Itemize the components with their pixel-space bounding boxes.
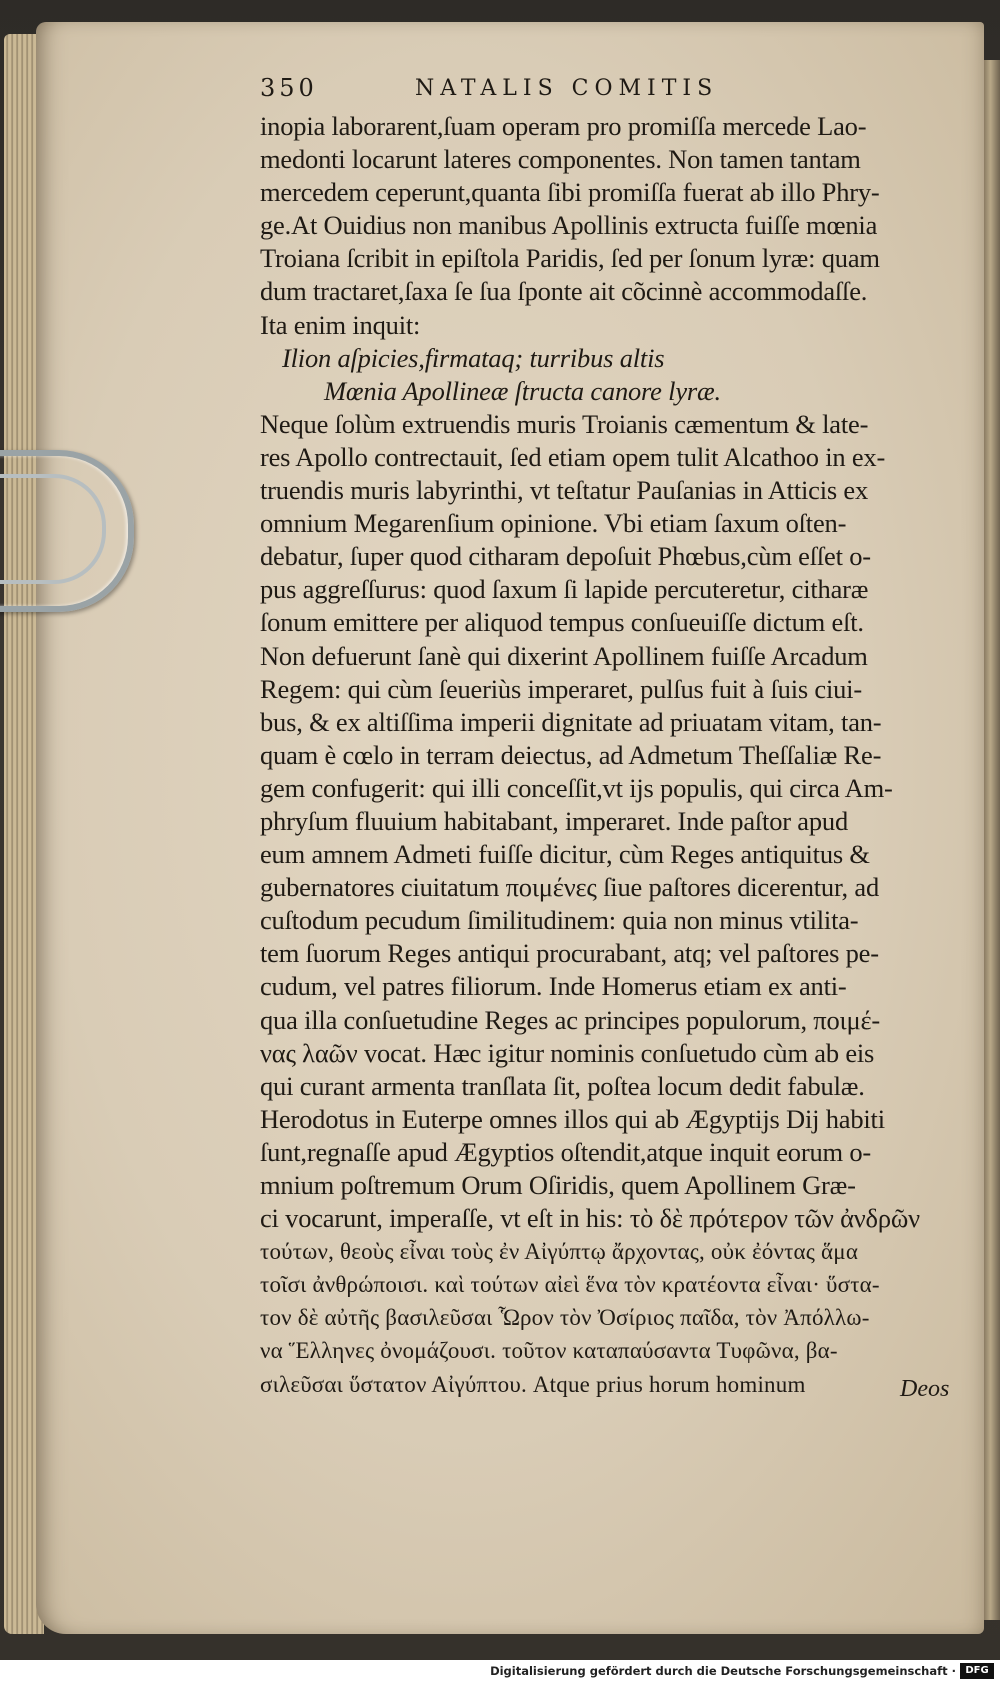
text-line: Troiana ſcribit in epiſtola Paridis, ſed per ſonum lyræ: quam xyxy=(260,243,880,274)
text-line: Ita enim inquit: xyxy=(260,309,421,340)
text-line: cudum, vel patres filiorum. Inde Homerus etiam ex anti- xyxy=(260,971,847,1002)
text-line: quam è cœlo in terram deiectus, ad Admetum Theſſaliæ Re- xyxy=(260,739,882,770)
text-line: Ilion aſpicies,firmataq; turribus altis xyxy=(282,342,665,373)
text-line: gubernatores ciuitatum ποιμένες ſiue paſtores dicerentur, ad xyxy=(260,872,880,903)
book-right-edge xyxy=(984,60,1000,1620)
text-line: Non defuerunt ſanè qui dixerint Apollinem fuiſſe Arcadum xyxy=(260,640,868,671)
page-number: 350 xyxy=(260,74,318,102)
running-head xyxy=(260,74,940,110)
text-line: Neque ſolùm extruendis muris Troianis cæmentum & late- xyxy=(260,408,869,439)
text-line: mercedem ceperunt,quanta ſibi promiſſa fuerat ab illo Phry- xyxy=(260,177,880,208)
text-line: τον δὲ αὐτῆς βασιλεῦσαι Ὧρον τὸν Ὀσίριος παῖδα, τὸν Ἀπόλλω- xyxy=(260,1305,870,1331)
text-line: bus, & ex altiſſima imperii dignitate ad priuatam vitam, tan- xyxy=(260,706,882,737)
text-line: ci vocarunt, imperaſſe, vt eſt in his: τὸ δὲ πρότερον τῶν ἀνδρῶν xyxy=(260,1203,920,1234)
text-line: cuſtodum pecudum ſimilitudinem: quia non minus vtilita- xyxy=(260,905,859,936)
text-line: medonti locarunt lateres componentes. Non tamen tantam xyxy=(260,144,861,175)
text-line: Mœnia Apollineæ ſtructa canore lyræ. xyxy=(324,375,721,406)
text-line: mnium poſtremum Orum Oſiridis, quem Apollinem Græ- xyxy=(260,1170,856,1200)
text-line: qui curant armenta tranſlata ſit, poſtea locum dedit fabulæ. xyxy=(260,1070,865,1101)
text-line: σιλεῦσαι ὕστατον Αἰγύπτου. Atque prius horum hominum xyxy=(260,1371,806,1397)
text-line: νας λαῶν vocat. Hæc igitur nominis conſuetudo cùm ab eis xyxy=(260,1037,875,1068)
paper-clip-inner-loop xyxy=(0,474,106,584)
text-line: να Ἕλληνες ὀνομάζουσι. τοῦτον καταπαύσαντα Τυφῶνα, βα- xyxy=(260,1338,838,1364)
catchword: Deos xyxy=(900,1376,950,1402)
text-line: ſunt,regnaſſe apud Ægyptios oſtendit,atque inquit eorum o- xyxy=(260,1136,872,1167)
page-text-block xyxy=(260,74,940,1401)
text-line: ſonum emittere per aliquod tempus conſueuiſſe dictum eſt. xyxy=(260,607,864,638)
running-title: NATALIS COMITIS xyxy=(415,76,719,101)
text-line: Regem: qui cùm ſeueriùs imperaret, pulſus fuit à ſuis ciui- xyxy=(260,673,862,704)
text-line: dum tractaret,ſaxa ſe ſua ſponte ait cõcinnè accommodaſſe. xyxy=(260,276,868,307)
text-line: gem confugerit: qui illi conceſſit,vt ijs populis, qui circa Am- xyxy=(260,772,893,803)
dfg-logo: DFG xyxy=(960,1663,994,1679)
funding-credit: Digitalisierung gefördert durch die Deutsche Forschungsgemeinschaft · xyxy=(490,1664,956,1678)
text-line: truendis muris labyrinthi, vt teſtatur Pauſanias in Atticis ex xyxy=(260,475,869,506)
text-line: omnium Megarenſium opinione. Vbi etiam ſaxum oſten- xyxy=(260,508,847,539)
body-text xyxy=(260,110,940,1401)
text-line: qua illa conſuetudine Reges ac principes populorum, ποιμέ- xyxy=(260,1004,881,1035)
text-line: phryſum fluuium habitabant, imperaret. Inde paſtor apud xyxy=(260,805,849,836)
text-line: inopia laborarent,ſuam operam pro promiſſa mercede Lao- xyxy=(260,111,867,141)
text-line: eum amnem Admeti fuiſſe dicitur, cùm Reges antiquitus & xyxy=(260,839,870,870)
digitization-footer xyxy=(0,1660,1000,1684)
text-line: τούτων, θεοὺς εἶναι τοὺς ἐν Αἰγύπτῳ ἄρχοντας, οὐκ ἐόντας ἅμα xyxy=(260,1239,859,1265)
text-line: Herodotus in Euterpe omnes illos qui ab Ægyptijs Dij habiti xyxy=(260,1103,885,1134)
text-line: pus aggreſſurus: quod ſaxum ſi lapide percuteretur, citharæ xyxy=(260,574,869,605)
text-line: tem ſuorum Reges antiqui procurabant, atq; vel paſtores pe- xyxy=(260,938,879,969)
text-line: debatur, ſuper quod citharam depoſuit Phœbus,cùm eſſet o- xyxy=(260,541,871,572)
text-line: res Apollo contrectauit, ſed etiam opem tulit Alcathoo in ex- xyxy=(260,441,886,472)
text-line: τοῖσι ἀνθρώποισι. καὶ τούτων αἰεὶ ἕνα τὸν κρατέοντα εἶναι· ὕστα- xyxy=(260,1272,880,1298)
text-line: ge.At Ouidius non manibus Apollinis extructa fuiſſe mœnia xyxy=(260,210,878,241)
